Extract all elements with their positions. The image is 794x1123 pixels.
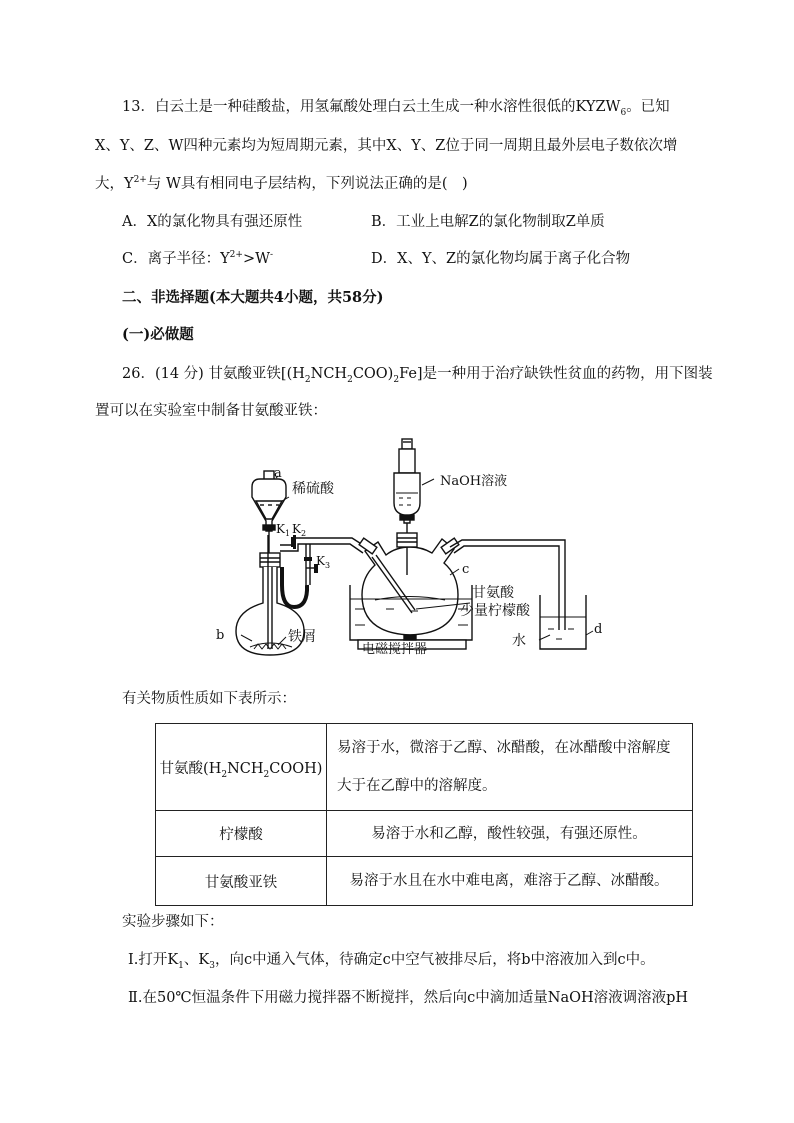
label-iron: 铁屑: [288, 629, 316, 645]
row1-name-sub2: 2: [263, 769, 270, 780]
k1-letter: K: [276, 522, 285, 536]
q13-superscript: 2+: [133, 175, 147, 186]
q13-option-a: A．X的氯化物具有强还原性: [122, 214, 303, 230]
q13-line-3: [95, 174, 468, 194]
section-title: 二、非选择题(本大题共4小题，共58分): [122, 289, 384, 306]
section-subtitle: (一)必做题: [122, 326, 194, 343]
q13-text-end: 。已知: [626, 99, 670, 115]
row1-desc-line1: 易溶于水，微溶于乙醇、冰醋酸，在冰醋酸中溶解度: [337, 740, 671, 756]
three-neck-flask-c: [359, 538, 459, 635]
step1-mid: 、K: [183, 952, 210, 968]
row1-name: [156, 724, 327, 811]
table-row: [156, 857, 693, 906]
step1-sub1: 1: [178, 960, 184, 971]
row2-name: 柠檬酸: [156, 811, 327, 857]
label-water: 水: [512, 633, 526, 649]
q26-sub-3: 2: [347, 374, 353, 385]
label-b: b: [216, 628, 225, 643]
label-c: c: [462, 562, 470, 577]
table-row: [156, 724, 693, 811]
label-a: a: [274, 466, 282, 481]
row2-desc: 易溶于水和乙醇，酸性较强，有强还原性。: [327, 811, 693, 857]
step1-sub2: 3: [209, 960, 215, 971]
q13-option-b: B．工业上电解Z的氯化物制取Z单质: [371, 214, 605, 230]
k1-sub: 1: [284, 529, 291, 538]
option-c-sup1: 2+: [229, 250, 243, 261]
row3-name: 甘氨酸亚铁: [156, 857, 327, 906]
q26-line-2: 置可以在实验室中制备甘氨酸亚铁：: [95, 403, 327, 419]
label-k3: [316, 554, 330, 570]
dropping-funnel-a: [252, 471, 286, 553]
row1-name-sub1: 2: [221, 769, 228, 780]
step-2: Ⅱ.在50℃恒温条件下用磁力搅拌器不断搅拌，然后向c中滴加适量NaOH溶液调溶液pH: [128, 990, 689, 1006]
k3-letter: K: [316, 554, 325, 568]
properties-table: [155, 723, 693, 906]
label-stirrer: 电磁搅拌器: [362, 642, 428, 657]
label-k2: [292, 522, 306, 538]
q26-line-1: [122, 364, 713, 384]
label-citric: 少量柠檬酸: [460, 603, 530, 619]
q26-formula-2: NCH: [310, 366, 348, 382]
label-glycine: 甘氨酸: [472, 585, 514, 601]
row1-name-end: COOH): [269, 760, 323, 777]
k2-sub: 2: [300, 529, 307, 538]
option-c-sup2: -: [270, 250, 274, 261]
q13-option-c: [122, 249, 273, 269]
q13-option-d: D．X、Y、Z的氯化物均属于离子化合物: [371, 251, 631, 267]
row1-name-mid: NCH: [227, 760, 264, 777]
label-d: d: [594, 622, 603, 637]
label-naoh: NaOH溶液: [440, 474, 508, 489]
table-intro: 有关物质性质如下表所示：: [122, 691, 296, 707]
q13-text: 13．白云土是一种硅酸盐，用氢氟酸处理白云土生成一种水溶性很低的KYZW: [122, 99, 621, 115]
step-1: [128, 950, 655, 970]
q13-line-2: X、Y、Z、W四种元素均为短周期元素，其中X、Y、Z位于同一周期且最外层电子数依次增: [95, 138, 678, 154]
q26-sub-5: 2: [393, 374, 400, 385]
row3-desc: 易溶于水且在水中难电离，难溶于乙醇、冰醋酸。: [327, 857, 693, 906]
q26-formula-4: COO): [352, 366, 394, 382]
row1-desc: [327, 724, 693, 811]
k3-sub: 3: [324, 561, 331, 570]
q26-sub-1: 2: [304, 374, 311, 385]
k2-letter: K: [292, 522, 301, 536]
option-c-mid: >W: [242, 251, 271, 267]
label-dilute-acid: 稀硫酸: [292, 481, 334, 497]
label-k1: [276, 522, 290, 538]
table-row: [156, 811, 693, 857]
q13-line3-end: 与 W具有相同电子层结构，下列说法正确的是( ): [146, 176, 468, 192]
row1-desc-line2: 大于在乙醇中的溶解度。: [337, 778, 497, 794]
q13-line3-text: 大，Y: [95, 176, 134, 192]
q13-line-1: [122, 97, 670, 117]
option-c-text: C．离子半径：Y: [122, 251, 230, 267]
steps-title: 实验步骤如下：: [122, 914, 224, 930]
step1-text: Ⅰ.打开K: [128, 952, 179, 968]
q26-intro-text: 26．(14 分) 甘氨酸亚铁[(H: [122, 366, 305, 382]
q26-intro-end: Fe]是一种用于治疗缺铁性贫血的药物，用下图装: [399, 366, 713, 382]
q13-subscript: 6: [620, 107, 627, 118]
apparatus-diagram: [200, 435, 620, 665]
row1-name-text: 甘氨酸(H: [159, 760, 222, 777]
step1-end: ，向c中通入气体，待确定c中空气被排尽后，将b中溶液加入到c中。: [214, 952, 655, 968]
beaker-d: [540, 595, 586, 649]
